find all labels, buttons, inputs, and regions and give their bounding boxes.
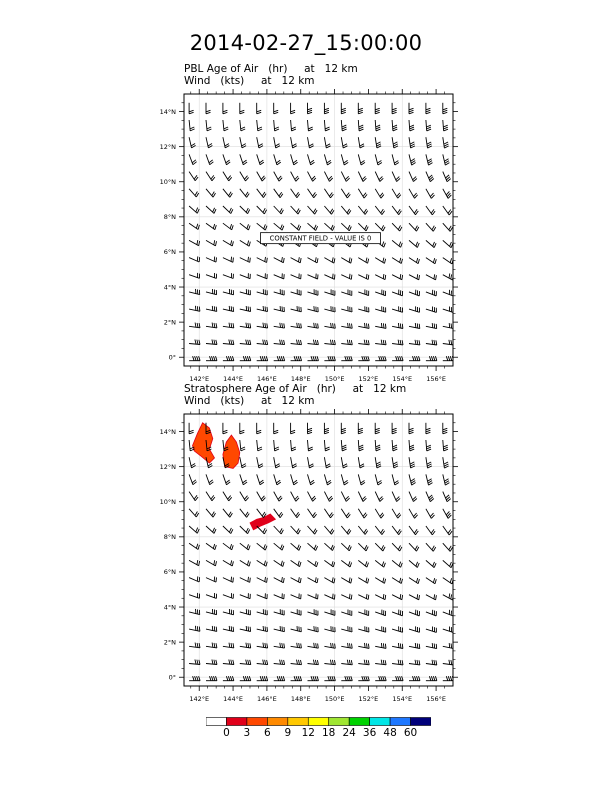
wind-barb-feather bbox=[248, 626, 249, 631]
wind-barb-feather bbox=[212, 626, 213, 631]
x-tick-label: 152°E bbox=[358, 695, 379, 703]
x-tick-label: 144°E bbox=[223, 375, 243, 383]
colorbar-swatch bbox=[288, 718, 308, 726]
y-tick-label: 6°N bbox=[163, 248, 176, 257]
wind-barb-feather bbox=[333, 594, 334, 599]
wind-barb-feather bbox=[214, 577, 215, 582]
x-tick-label: 154°E bbox=[392, 375, 413, 383]
wind-barb-feather bbox=[199, 627, 200, 632]
y-tick-label: 14°N bbox=[159, 427, 176, 436]
wind-barb-feather bbox=[385, 644, 386, 649]
colorbar-labels bbox=[0, 727, 612, 741]
colorbar-swatch bbox=[308, 718, 328, 726]
wind-barb-feather bbox=[197, 576, 198, 581]
wind-barb-feather bbox=[233, 627, 234, 632]
wind-barb-feather bbox=[248, 577, 249, 582]
wind-barb-feather bbox=[419, 644, 420, 649]
y-tick-label: 10°N bbox=[159, 498, 176, 507]
colorbar-swatch bbox=[267, 718, 287, 726]
wind-barb-feather bbox=[351, 595, 352, 600]
x-tick-label: 142°E bbox=[189, 695, 210, 703]
wind-barb-feather bbox=[350, 594, 351, 599]
wind-barb-feather bbox=[398, 643, 399, 648]
wind-barb-feather bbox=[368, 595, 369, 600]
wind-barb-feather bbox=[449, 643, 450, 648]
wind-barb-feather bbox=[383, 594, 384, 599]
wind-barb-feather bbox=[417, 643, 418, 648]
wind-barb-feather bbox=[231, 577, 232, 582]
constant-field-label: CONSTANT FIELD - VALUE IS 0 bbox=[269, 234, 372, 243]
wind-barb-feather bbox=[216, 627, 217, 632]
colorbar-label: 60 bbox=[403, 727, 418, 739]
colorbar-label: 9 bbox=[284, 727, 292, 739]
x-tick-label: 142°E bbox=[189, 375, 210, 383]
colorbar-swatch bbox=[411, 718, 431, 726]
wind-barb-feather bbox=[367, 643, 368, 648]
y-tick-label: 0° bbox=[168, 353, 176, 362]
y-tick-label: 10°N bbox=[159, 178, 176, 187]
x-tick-label: 148°E bbox=[290, 375, 311, 383]
y-tick-label: 2°N bbox=[163, 638, 176, 647]
colorbar-swatch bbox=[390, 718, 410, 726]
wind-barb-feather bbox=[231, 626, 232, 631]
panel2-title-line1: Stratosphere Age of Air (hr) at 12 km bbox=[184, 383, 407, 395]
y-tick-label: 14°N bbox=[159, 107, 176, 116]
colorbar-swatch bbox=[329, 718, 349, 726]
colorbar-label: 3 bbox=[243, 727, 251, 739]
wind-barb-feather bbox=[250, 578, 251, 583]
y-tick-label: 12°N bbox=[159, 142, 176, 151]
colorbar-swatch bbox=[226, 718, 246, 726]
wind-barb-feather bbox=[229, 626, 230, 631]
wind-barb-feather bbox=[415, 643, 416, 648]
wind-barb-feather bbox=[348, 643, 349, 648]
wind-barb-feather bbox=[214, 626, 215, 631]
y-tick-label: 0° bbox=[168, 673, 176, 682]
panel2-title-line2: Wind (kts) at 12 km bbox=[184, 395, 315, 407]
wind-barb-feather bbox=[263, 626, 264, 631]
wind-barb-feather bbox=[246, 626, 247, 631]
wind-barb-feather bbox=[366, 594, 367, 599]
wind-barb-feather bbox=[381, 643, 382, 648]
x-tick-label: 150°E bbox=[324, 695, 345, 703]
x-tick-label: 144°E bbox=[223, 695, 243, 703]
x-tick-label: 150°E bbox=[324, 375, 345, 383]
x-tick-label: 148°E bbox=[290, 695, 311, 703]
wind-barb-feather bbox=[432, 643, 433, 648]
wind-barb-feather bbox=[451, 644, 452, 649]
y-tick-label: 6°N bbox=[163, 568, 176, 577]
wind-barb-feather bbox=[385, 595, 386, 600]
page-title: 2014-02-27_15:00:00 bbox=[189, 31, 423, 55]
x-tick-label: 156°E bbox=[426, 375, 446, 383]
wind-barb-feather bbox=[365, 643, 366, 648]
colorbar-label: 36 bbox=[362, 727, 377, 739]
wind-barb-feather bbox=[400, 643, 401, 648]
wind-barb-feather bbox=[216, 577, 217, 582]
y-tick-label: 8°N bbox=[163, 213, 176, 222]
colorbar-label: 0 bbox=[223, 727, 230, 739]
wind-barb-feather bbox=[402, 644, 403, 649]
colorbar-swatch bbox=[370, 718, 390, 726]
colorbar-label: 6 bbox=[264, 727, 271, 739]
colorbar bbox=[206, 717, 431, 726]
y-tick-label: 2°N bbox=[163, 318, 176, 327]
x-tick-label: 146°E bbox=[257, 695, 277, 703]
y-tick-label: 8°N bbox=[163, 533, 176, 542]
wind-barb-feather bbox=[250, 627, 251, 632]
wind-barb-feather bbox=[434, 644, 435, 649]
y-tick-label: 4°N bbox=[163, 603, 176, 612]
x-tick-label: 152°E bbox=[358, 375, 379, 383]
x-tick-label: 154°E bbox=[392, 695, 413, 703]
wind-barb-feather bbox=[436, 644, 437, 649]
x-tick-label: 146°E bbox=[257, 375, 277, 383]
panel1-title-line1: PBL Age of Air (hr) at 12 km bbox=[184, 63, 358, 75]
y-tick-label: 12°N bbox=[159, 462, 176, 471]
colorbar-label: 18 bbox=[322, 727, 336, 739]
colorbar-swatch bbox=[349, 718, 369, 726]
colorbar-label: 48 bbox=[383, 727, 397, 739]
wind-barb-feather bbox=[267, 627, 268, 632]
x-tick-label: 156°E bbox=[426, 695, 446, 703]
panel1-title-line2: Wind (kts) at 12 km bbox=[184, 75, 315, 87]
wind-barb-feather bbox=[197, 626, 198, 631]
wind-barb-feather bbox=[383, 643, 384, 648]
colorbar-label: 12 bbox=[301, 727, 315, 739]
colorbar-swatch bbox=[206, 718, 226, 726]
colorbar-swatch bbox=[247, 718, 267, 726]
wind-barb-feather bbox=[195, 626, 196, 631]
colorbar-label: 24 bbox=[342, 727, 356, 739]
wind-barb-feather bbox=[233, 578, 234, 583]
y-tick-label: 4°N bbox=[163, 283, 176, 292]
